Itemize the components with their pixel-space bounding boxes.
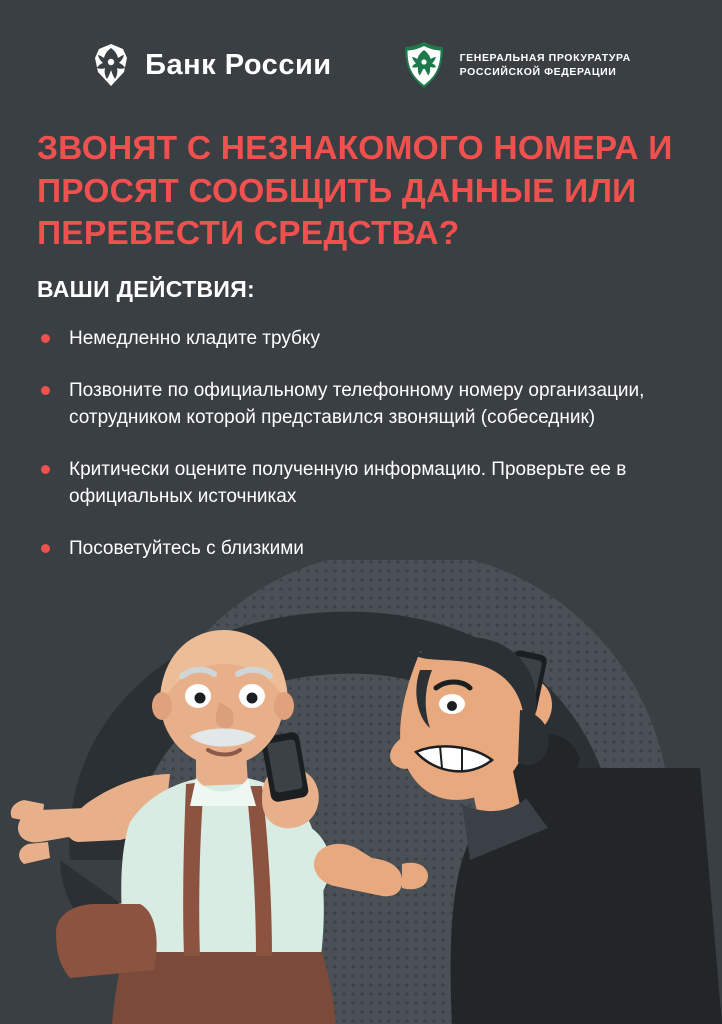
list-item — [37, 456, 692, 511]
double-headed-eagle-icon — [91, 42, 131, 88]
list-item — [37, 377, 692, 432]
prosecutor-line-1: ГЕНЕРАЛЬНАЯ ПРОКУРАТУРА — [459, 51, 631, 64]
page-title: ЗВОНЯТ С НЕЗНАКОМОГО НОМЕРА И ПРОСЯТ СООБЩИТЬ ДАННЫЕ ИЛИ ПЕРЕВЕСТИ СРЕДСТВА? — [37, 130, 673, 253]
prosecutor-line-2: РОССИЙСКОЙ ФЕДЕРАЦИИ — [459, 66, 617, 78]
bank-of-russia-label: Банк России — [145, 48, 332, 81]
header-logos — [0, 30, 722, 100]
actions-title: ВАШИ ДЕЙСТВИЯ: — [37, 276, 255, 302]
bank-of-russia-logo — [91, 42, 331, 88]
actions-section — [37, 276, 692, 562]
bullet-icon — [41, 386, 50, 395]
prosecutor-emblem-icon — [402, 40, 446, 90]
prosecutor-general-label — [460, 51, 631, 79]
list-item — [37, 325, 692, 353]
list-item-text: Немедленно кладите трубку — [69, 328, 320, 349]
phone-scam-illustration — [0, 560, 722, 1024]
bullet-icon — [41, 544, 50, 553]
list-item-text: Позвоните по официальному телефонному номеру организации, сотрудником которой представился звонящий (собеседник) — [69, 379, 645, 429]
bullet-icon — [41, 334, 50, 343]
actions-list — [37, 325, 692, 562]
list-item-text: Критически оцените полученную информацию. Проверьте ее в официальных источниках — [69, 458, 627, 508]
list-item — [37, 535, 692, 563]
prosecutor-general-logo — [402, 40, 631, 90]
list-item-text: Посоветуйтесь с близкими — [69, 537, 304, 559]
bullet-icon — [41, 465, 50, 474]
